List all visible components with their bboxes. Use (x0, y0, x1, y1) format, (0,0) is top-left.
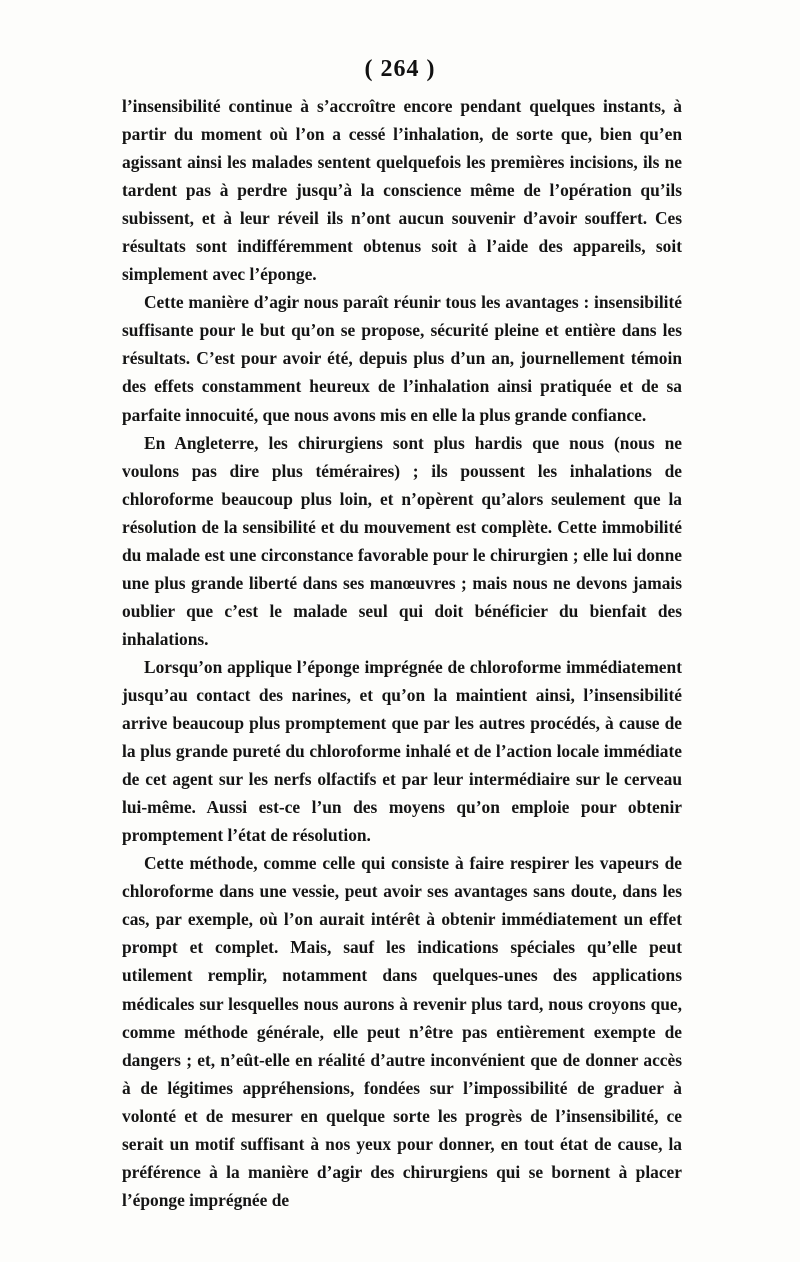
paragraph-2: Cette manière d’agir nous paraît réunir tous les avantages : insensibilité suffisante pour le but qu’on se propose, sécurité pleine et entière dans les résultats. C’est pour avoir été, depuis plus d’un an, journellement témoin des effets constamment heureux de l’inhalation ainsi pratiquée et de sa parfaite innocuité, que nous avons mis en elle la plus grande confiance. (122, 292, 682, 425)
paragraph-1: l’insensibilité continue à s’accroître encore pendant quelques instants, à partir du moment où l’on a cessé l’inhalation, de sorte que, bien qu’en agissant ainsi les malades sentent quelquefois les premières incisions, ils ne tardent pas à perdre jusqu’à la conscience même de l’opération qu’ils subissent, et à leur réveil ils n’ont aucun souvenir d’avoir souffert. Ces résultats sont indifféremment obtenus soit à l’aide des appareils, soit simplement avec l’éponge. (122, 96, 682, 285)
paragraph-5: Cette méthode, comme celle qui consiste à faire respirer les vapeurs de chloroforme dans une vessie, peut avoir ses avantages sans doute, dans les cas, par exemple, où l’on aurait intérêt à obtenir immédiatement un effet prompt et complet. Mais, sauf les indications spéciales qu’elle peut utilement remplir, notamment dans quelques-unes des applications médicales sur lesquelles nous aurons à revenir plus tard, nous croyons que, comme méthode générale, elle peut n’être pas entièrement exempte de dangers ; et, n’eût-elle en réalité d’autre inconvénient que de donner accès à de légitimes appréhensions, fondées sur l’impossibilité de graduer à volonté et de mesurer en quelque sorte les progrès de l’insensibilité, ce serait un motif suffisant à nos yeux pour donner, en tout état de cause, la préférence à la manière d’agir des chirurgiens qui se bornent à placer l’éponge imprégnée de (122, 853, 682, 1210)
page-number: ( 264 ) (364, 56, 436, 82)
paragraph-3: En Angleterre, les chirurgiens sont plus hardis que nous (nous ne voulons pas dire plus téméraires) ; ils poussent les inhalations de chloroforme beaucoup plus loin, et n’opèrent qu’alors seulement que la résolution de la sensibilité et du mouvement est complète. Cette immobilité du malade est une circonstance favorable pour le chirurgien ; elle lui donne une plus grande liberté dans ses manœuvres ; mais nous ne devons jamais oublier que c’est le malade seul qui doit bénéficier du bienfait des inhalations. (122, 432, 682, 649)
paragraph-4: Lorsqu’on applique l’éponge imprégnée de chloroforme immédiatement jusqu’au contact des narines, et qu’on la maintient ainsi, l’insensibilité arrive beaucoup plus promptement que par les autres procédés, à cause de la plus grande pureté du chloroforme inhalé et de l’action locale immédiate de cet agent sur les nerfs olfactifs et par leur intermédiaire sur le cerveau lui-même. Aussi est-ce l’un des moyens qu’on emploie pour obtenir promptement l’état de résolution. (122, 656, 682, 846)
body-text (122, 92, 682, 1214)
